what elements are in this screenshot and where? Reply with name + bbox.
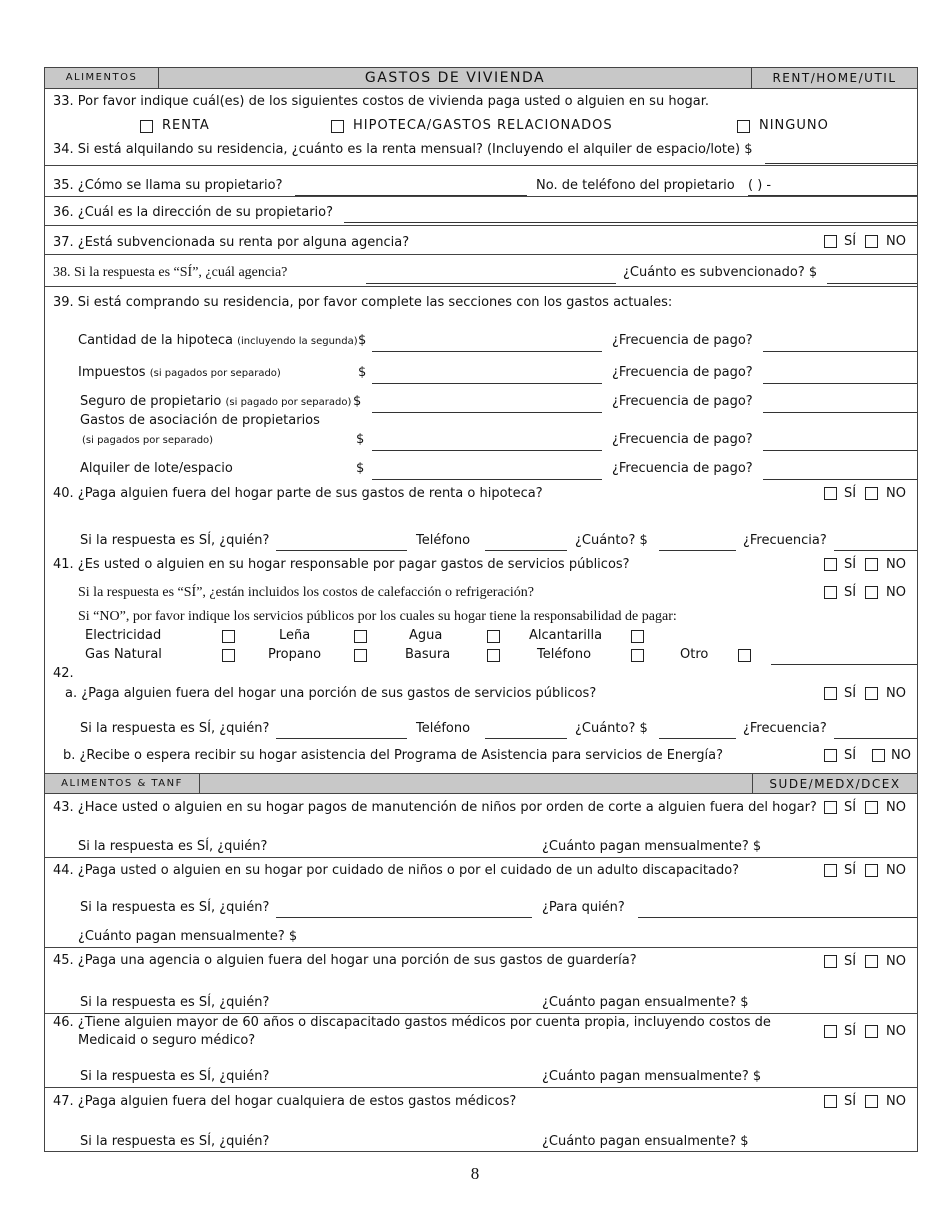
q44-monthly-label: ¿Cuánto pagan mensualmente? $ (78, 929, 298, 944)
q39-lot-rent-label: Alquiler de lote/espacio (80, 461, 233, 476)
q37-yes-checkbox[interactable] (824, 235, 837, 248)
utility-basura-checkbox[interactable] (487, 649, 500, 662)
q42a-yes-checkbox[interactable] (824, 687, 837, 700)
utility-otro-field[interactable] (771, 650, 917, 665)
q46-yes-checkbox[interactable] (824, 1025, 837, 1038)
utility-propano-label: Propano (268, 647, 322, 662)
divider (45, 165, 917, 166)
utility-basura-label: Basura (405, 647, 451, 662)
q41-text: 41. ¿Es usted o alguien en su hogar responsable por pagar gastos de servicios públicos? (53, 557, 630, 572)
q44-no-checkbox[interactable] (865, 864, 878, 877)
q47-monthly-label: ¿Cuánto pagan ensualmente? $ (542, 1134, 749, 1149)
q39-text: 39. Si está comprando su residencia, por favor complete las secciones con los gastos actuales: (53, 295, 673, 310)
q46-text-line1: 46. ¿Tiene alguien mayor de 60 años o discapacitado gastos médicos por cuenta propia, incluyendo costos de (53, 1015, 771, 1030)
q44-who-label: Si la respuesta es SÍ, ¿quién? (80, 900, 270, 915)
page-number: 8 (470, 1164, 480, 1183)
q43-yes-checkbox[interactable] (824, 801, 837, 814)
q33-renta-checkbox[interactable] (140, 120, 153, 133)
utility-alcantarilla-label: Alcantarilla (529, 628, 603, 643)
q41-heating-yes-checkbox[interactable] (824, 586, 837, 599)
q33-hipoteca-label: HIPOTECA/GASTOS RELACIONADOS (353, 118, 613, 133)
q39-hoa-label: Gastos de asociación de propietarios (80, 413, 320, 428)
form-page (44, 67, 918, 1152)
q39-insurance-frequency-field[interactable] (763, 398, 917, 413)
utility-otro-checkbox[interactable] (738, 649, 751, 662)
utility-lena-checkbox[interactable] (354, 630, 367, 643)
q46-no-label: NO (886, 1024, 906, 1039)
q41-yes-checkbox[interactable] (824, 558, 837, 571)
q47-who-label: Si la respuesta es SÍ, ¿quién? (80, 1134, 270, 1149)
q36-address-field[interactable] (344, 208, 917, 223)
q42a-frequency-label: ¿Frecuencia? (743, 721, 827, 736)
q40-amount-field[interactable] (659, 536, 736, 551)
q42a-text: a. ¿Paga alguien fuera del hogar una porción de sus gastos de servicios públicos? (65, 686, 597, 701)
q39-hoa-dollar: $ (356, 432, 365, 447)
q42b-text: b. ¿Recibe o espera recibir su hogar asistencia del Programa de Asistencia para servicios de Energía? (63, 748, 724, 763)
q46-text-line2: Medicaid o seguro médico? (78, 1033, 256, 1048)
utility-propano-checkbox[interactable] (354, 649, 367, 662)
q46-monthly-label: ¿Cuánto pagan mensualmente? $ (542, 1069, 762, 1084)
q40-no-checkbox[interactable] (865, 487, 878, 500)
q33-hipoteca-checkbox[interactable] (331, 120, 344, 133)
q39-mortgage-label: Cantidad de la hipoteca (incluyendo la segunda) (78, 333, 358, 348)
header-gastos-vivienda: GASTOS DE VIVIENDA (159, 68, 752, 88)
q45-yes-checkbox[interactable] (824, 955, 837, 968)
q43-who-label: Si la respuesta es SÍ, ¿quién? (78, 839, 268, 854)
q42b-no-checkbox[interactable] (872, 749, 885, 762)
q44-yes-checkbox[interactable] (824, 864, 837, 877)
divider (45, 857, 917, 858)
q39-mortgage-frequency-label: ¿Frecuencia de pago? (612, 333, 753, 348)
q39-insurance-dollar: $ (353, 394, 362, 409)
q39-insurance-frequency-label: ¿Frecuencia de pago? (612, 394, 753, 409)
q38-amount-field[interactable] (827, 269, 917, 284)
q35-text: 35. ¿Cómo se llama su propietario? (53, 178, 283, 193)
divider (45, 947, 917, 948)
q41-utilities-instruction: Si “NO”, por favor indique los servicios públicos por los cuales su hogar tiene la responsabilidad de pagar: (78, 609, 677, 624)
q42b-yes-checkbox[interactable] (824, 749, 837, 762)
q39-taxes-frequency-label: ¿Frecuencia de pago? (612, 365, 753, 380)
q44-for-whom-field[interactable] (638, 903, 917, 918)
q40-amount-label: ¿Cuánto? $ (575, 533, 648, 548)
q39-lot-rent-frequency-label: ¿Frecuencia de pago? (612, 461, 753, 476)
utility-electricidad-label: Electricidad (85, 628, 162, 643)
q42b-no-label: NO (891, 748, 911, 763)
q39-mortgage-field[interactable] (372, 337, 602, 352)
q46-no-checkbox[interactable] (865, 1025, 878, 1038)
q41-heating-no-label: NO (886, 585, 906, 600)
q42a-who-field[interactable] (276, 724, 407, 739)
q39-mortgage-frequency-field[interactable] (763, 337, 917, 352)
q41-no-label: NO (886, 557, 906, 572)
q37-no-label: NO (886, 234, 906, 249)
divider (45, 1013, 917, 1014)
q39-hoa-frequency-label: ¿Frecuencia de pago? (612, 432, 753, 447)
q39-hoa-frequency-field[interactable] (763, 436, 917, 451)
header-sude-medx-dcex: SUDE/MEDX/DCEX (752, 774, 917, 794)
q42a-phone-label: Teléfono (416, 721, 471, 736)
q34-text: 34. Si está alquilando su residencia, ¿cuánto es la renta mensual? (Incluyendo el alquiler de espacio/lote) $ (53, 142, 753, 157)
q34-rent-field[interactable] (765, 149, 917, 164)
divider (45, 286, 917, 287)
q40-yes-checkbox[interactable] (824, 487, 837, 500)
q40-no-label: NO (886, 486, 906, 501)
q42a-who-label: Si la respuesta es SÍ, ¿quién? (80, 721, 270, 736)
q42a-amount-label: ¿Cuánto? $ (575, 721, 648, 736)
q42a-frequency-field[interactable] (834, 724, 917, 739)
q37-yes-label: SÍ (844, 234, 857, 249)
q39-taxes-dollar: $ (358, 365, 367, 380)
q44-text: 44. ¿Paga usted o alguien en su hogar por cuidado de niños o por el cuidado de un adulto discapacitado? (53, 863, 740, 878)
q41-no-checkbox[interactable] (865, 558, 878, 571)
q40-frequency-field[interactable] (834, 536, 917, 551)
q39-insurance-field[interactable] (372, 398, 602, 413)
q47-no-label: NO (886, 1094, 906, 1109)
utility-otro-label: Otro (680, 647, 709, 662)
q44-for-whom-label: ¿Para quién? (542, 900, 625, 915)
q40-phone-label: Teléfono (416, 533, 471, 548)
utility-gas-natural-checkbox[interactable] (222, 649, 235, 662)
q35-landlord-name-field[interactable] (295, 181, 527, 196)
utility-gas-natural-label: Gas Natural (85, 647, 162, 662)
header-rent-home-util: RENT/HOME/UTIL (772, 71, 897, 85)
utility-agua-checkbox[interactable] (487, 630, 500, 643)
q39-taxes-label: Impuestos (si pagados por separado) (78, 365, 281, 380)
q41-heating-text: Si la respuesta es “SÍ”, ¿están incluidos los costos de calefacción o refrigeración? (78, 585, 534, 600)
section-header-expenses (45, 773, 917, 794)
q39-mortgage-dollar: $ (358, 333, 367, 348)
q40-phone-field[interactable] (485, 536, 567, 551)
q43-no-label: NO (886, 800, 906, 815)
q47-no-checkbox[interactable] (865, 1095, 878, 1108)
q46-yes-label: SÍ (844, 1024, 857, 1039)
q42a-phone-field[interactable] (485, 724, 567, 739)
divider (45, 254, 917, 255)
utility-electricidad-checkbox[interactable] (222, 630, 235, 643)
section-header-housing (45, 68, 917, 89)
q40-yes-label: SÍ (844, 486, 857, 501)
q39-lot-rent-field[interactable] (372, 465, 602, 480)
utility-lena-label: Leña (279, 628, 311, 643)
q45-text: 45. ¿Paga una agencia o alguien fuera del hogar una porción de sus gastos de guardería? (53, 953, 637, 968)
q42a-yes-label: SÍ (844, 686, 857, 701)
utility-agua-label: Agua (409, 628, 443, 643)
q35-phone-label: No. de teléfono del propietario (536, 178, 735, 193)
q46-who-label: Si la respuesta es SÍ, ¿quién? (80, 1069, 270, 1084)
header-alimentos-tanf: ALIMENTOS & TANF (45, 774, 200, 794)
q45-no-checkbox[interactable] (865, 955, 878, 968)
q40-who-label: Si la respuesta es SÍ, ¿quién? (80, 533, 270, 548)
q41-yes-label: SÍ (844, 557, 857, 572)
q43-monthly-label: ¿Cuánto pagan mensualmente? $ (542, 839, 762, 854)
q42-number: 42. (53, 666, 74, 681)
q40-text: 40. ¿Paga alguien fuera del hogar parte de sus gastos de renta o hipoteca? (53, 486, 543, 501)
q37-no-checkbox[interactable] (865, 235, 878, 248)
q47-yes-label: SÍ (844, 1094, 857, 1109)
q44-yes-label: SÍ (844, 863, 857, 878)
q44-who-field[interactable] (276, 903, 532, 918)
q45-yes-label: SÍ (844, 954, 857, 969)
q43-no-checkbox[interactable] (865, 801, 878, 814)
q33-text: 33. Por favor indique cuál(es) de los siguientes costos de vivienda paga usted o alguien en su hogar. (53, 94, 710, 109)
q39-insurance-label: Seguro de propietario (si pagado por separado) (80, 394, 352, 409)
q43-yes-label: SÍ (844, 800, 857, 815)
q42b-yes-label: SÍ (844, 748, 857, 763)
q47-yes-checkbox[interactable] (824, 1095, 837, 1108)
q45-no-label: NO (886, 954, 906, 969)
q40-frequency-label: ¿Frecuencia? (743, 533, 827, 548)
q42a-amount-field[interactable] (659, 724, 736, 739)
q47-text: 47. ¿Paga alguien fuera del hogar cualquiera de estos gastos médicos? (53, 1094, 517, 1109)
q43-text: 43. ¿Hace usted o alguien en su hogar pagos de manutención de niños por orden de corte a alguien fuera del hogar? (53, 800, 817, 815)
q38-amount-label: ¿Cuánto es subvencionado? $ (623, 265, 818, 280)
q42a-no-checkbox[interactable] (865, 687, 878, 700)
utility-alcantarilla-checkbox[interactable] (631, 630, 644, 643)
q33-ninguno-checkbox[interactable] (737, 120, 750, 133)
q39-hoa-field[interactable] (372, 436, 602, 451)
q38-text: 38. Si la respuesta es “SÍ”, ¿cuál agencia? (53, 265, 288, 280)
q33-ninguno-label: NINGUNO (759, 118, 829, 133)
q40-who-field[interactable] (276, 536, 407, 551)
q38-agency-field[interactable] (366, 269, 616, 284)
q39-hoa-note: (si pagados por separado) (82, 435, 214, 446)
q41-heating-yes-label: SÍ (844, 585, 857, 600)
q33-renta-label: RENTA (162, 118, 210, 133)
q36-text: 36. ¿Cuál es la dirección de su propietario? (53, 205, 334, 220)
divider (45, 225, 917, 226)
q41-heating-no-checkbox[interactable] (865, 586, 878, 599)
q35-phone-format: ( ) - (748, 178, 772, 193)
header-alimentos: ALIMENTOS (45, 68, 159, 88)
q37-text: 37. ¿Está subvencionada su renta por alguna agencia? (53, 235, 410, 250)
q39-taxes-frequency-field[interactable] (763, 369, 917, 384)
divider (45, 1087, 917, 1088)
q44-no-label: NO (886, 863, 906, 878)
q39-lot-rent-dollar: $ (356, 461, 365, 476)
q42a-no-label: NO (886, 686, 906, 701)
q39-taxes-field[interactable] (372, 369, 602, 384)
divider (45, 196, 917, 197)
utility-telefono-label: Teléfono (537, 647, 592, 662)
q35-phone-field[interactable] (748, 181, 917, 196)
utility-telefono-checkbox[interactable] (631, 649, 644, 662)
q45-monthly-label: ¿Cuánto pagan ensualmente? $ (542, 995, 749, 1010)
q45-who-label: Si la respuesta es SÍ, ¿quién? (80, 995, 270, 1010)
q39-lot-rent-frequency-field[interactable] (763, 465, 917, 480)
